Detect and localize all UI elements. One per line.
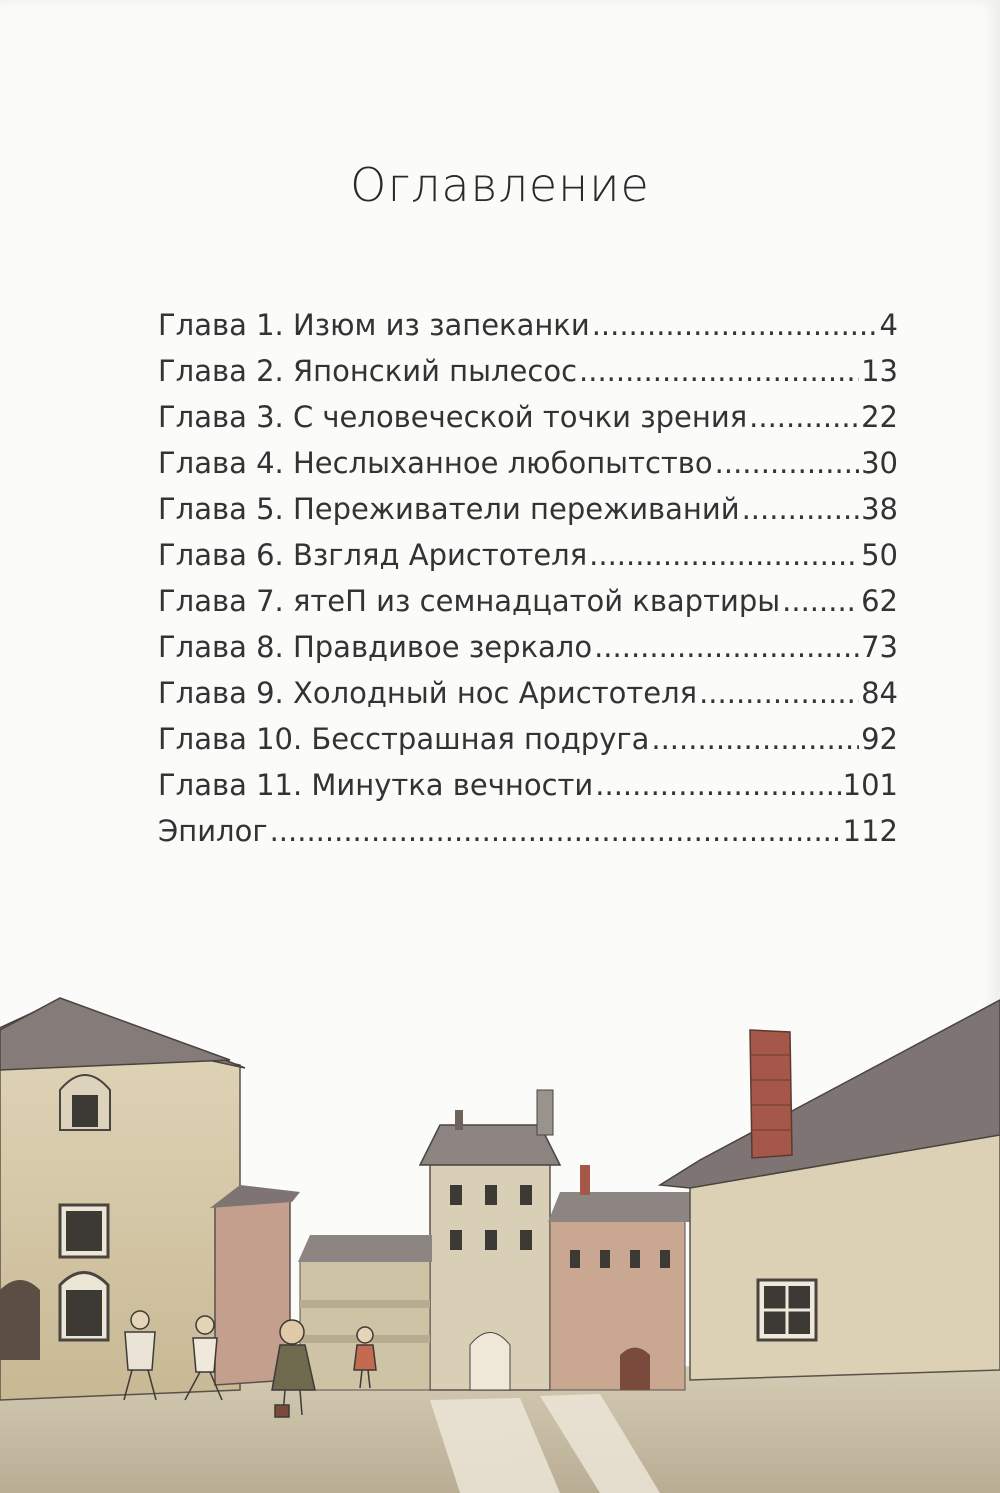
- toc-entry[interactable]: [158, 302, 898, 348]
- toc-entry-page: 50: [861, 538, 898, 572]
- dot-leader: [749, 394, 859, 440]
- dot-leader: [742, 486, 860, 532]
- toc-entry-label: Глава 5. Переживатели переживаний: [158, 492, 740, 526]
- toc-entry[interactable]: [158, 762, 898, 808]
- toc-entry[interactable]: [158, 670, 898, 716]
- dot-leader: [651, 716, 859, 762]
- toc-entry-label: Глава 11. Минутка вечности: [158, 768, 594, 802]
- dot-leader: [782, 578, 859, 624]
- toc-entry-page: 62: [861, 584, 898, 618]
- toc-entry-label: Глава 9. Холодный нос Аристотеля: [158, 676, 698, 710]
- town-street-illustration: [0, 960, 1000, 1493]
- right-house: [660, 1000, 1000, 1380]
- toc-entry[interactable]: [158, 578, 898, 624]
- dot-leader: [592, 302, 878, 348]
- toc-entry-label: Глава 7. ятеП из семнадцатой квартиры: [158, 584, 781, 618]
- toc-entry-label: Глава 6. Взгляд Аристотеля: [158, 538, 588, 572]
- dot-leader: [595, 762, 840, 808]
- dot-leader: [594, 624, 859, 670]
- toc-entry[interactable]: [158, 532, 898, 578]
- toc-entry-page: 92: [861, 722, 898, 756]
- toc-entry-page: 30: [861, 446, 898, 480]
- toc-entry-page: 73: [861, 630, 898, 664]
- dot-leader: [699, 670, 859, 716]
- toc-entry[interactable]: [158, 624, 898, 670]
- toc-entry-page: 101: [842, 768, 898, 802]
- page-title: Оглавление: [350, 158, 650, 212]
- toc-entry[interactable]: [158, 716, 898, 762]
- table-of-contents: [158, 302, 898, 854]
- toc-entry[interactable]: [158, 808, 898, 854]
- toc-entry[interactable]: [158, 486, 898, 532]
- dot-leader: [715, 440, 859, 486]
- toc-entry-page: 112: [842, 814, 898, 848]
- toc-entry-page: 22: [861, 400, 898, 434]
- toc-entry-label: Глава 10. Бесстрашная подруга: [158, 722, 650, 756]
- toc-entry-label: Глава 2. Японский пылесос: [158, 354, 578, 388]
- toc-entry-label: Глава 1. Изюм из запеканки: [158, 308, 590, 342]
- toc-entry-label: Глава 3. С человеческой точки зрения: [158, 400, 748, 434]
- toc-entry-label: Глава 4. Неслыханное любопытство: [158, 446, 713, 480]
- toc-entry[interactable]: [158, 348, 898, 394]
- toc-entry[interactable]: [158, 394, 898, 440]
- toc-entry-page: 38: [861, 492, 898, 526]
- dot-leader: [579, 348, 859, 394]
- toc-entry-label: Глава 8. Правдивое зеркало: [158, 630, 593, 664]
- dot-leader: [270, 808, 841, 854]
- toc-entry[interactable]: [158, 440, 898, 486]
- toc-entry-page: 4: [879, 308, 898, 342]
- center-tower: [420, 1090, 560, 1390]
- toc-entry-page: 13: [861, 354, 898, 388]
- toc-entry-label: Эпилог: [158, 814, 268, 848]
- dot-leader: [589, 532, 859, 578]
- toc-entry-page: 84: [861, 676, 898, 710]
